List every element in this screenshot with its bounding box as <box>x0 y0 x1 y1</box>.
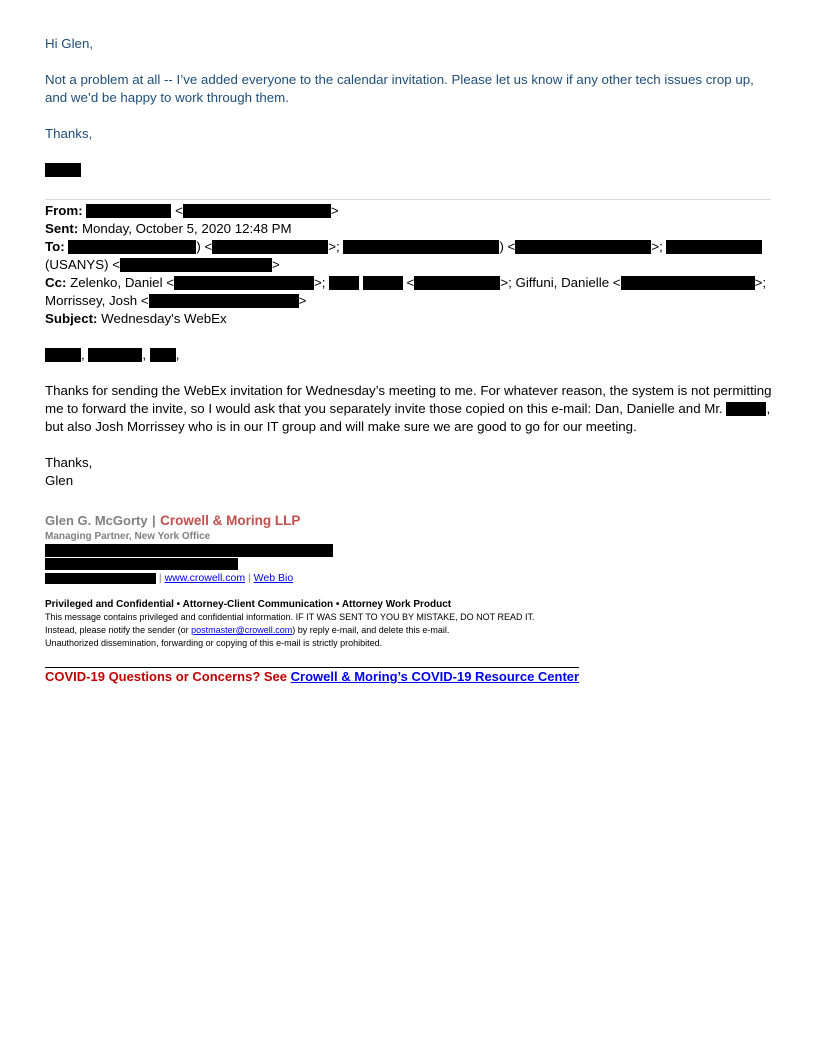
redacted-salutation: , , , <box>45 346 773 364</box>
reply-message <box>45 35 773 179</box>
website-link[interactable]: www.crowell.com <box>164 572 246 584</box>
body-paragraph: Thanks for sending the WebEx invitation for Wednesday’s meeting to me. For whatever reason, the system is not permitting me to forward the invite, so I would ask that you separately invite those copied on this e-mail: Dan, Danielle and Mr. , but also Josh Morrissey who is in our IT group and will make sure we are good to go for our meeting. <box>45 383 772 434</box>
cc-line: Cc: Zelenko, Daniel < >; < >; Giffuni, Danielle < >; Morrissey, Josh < > <box>45 275 767 308</box>
to-line: To: ) < >; ) < >; (USANYS) < > <box>45 238 773 274</box>
confidentiality-heading: Privileged and Confidential • Attorney-Client Communication • Attorney Work Product <box>45 599 452 610</box>
forwarded-header <box>45 202 773 328</box>
reply-closing: Thanks, <box>45 126 93 141</box>
reply-greeting: Hi Glen, <box>45 36 94 51</box>
footer-rule <box>45 667 579 668</box>
confidentiality-notice: Privileged and Confidential • Attorney-Client Communication • Attorney Work Product This message contains privileged and confidential information. IF IT WAS SENT TO YOU BY MISTAKE, DO NOT READ IT. Instead, please notify the sender (or postmaster@crowell.com) by reply e-mail, and delete this e-mail. Unauthorized dissemination, forwarding or copying of this e-mail is strictly prohibited. <box>45 598 645 650</box>
subject-line: Subject: Wednesday's WebEx <box>45 311 227 326</box>
signature-title: Managing Partner, New York Office <box>45 531 211 542</box>
signature-firm: Crowell & Moring LLP <box>160 513 301 528</box>
web-bio-link[interactable]: Web Bio <box>253 572 294 584</box>
sent-line: Sent: Monday, October 5, 2020 12:48 PM <box>45 221 292 236</box>
body-signoff: Glen <box>45 473 74 488</box>
covid-banner: COVID-19 Questions or Concerns? See Crowell & Moring’s COVID-19 Resource Center <box>45 669 580 684</box>
body-closing: Thanks, <box>45 455 93 470</box>
from-line: From: < > <box>45 203 339 218</box>
covid-resource-link[interactable]: Crowell & Moring’s COVID-19 Resource Center <box>290 669 580 684</box>
postmaster-email-link[interactable]: postmaster@crowell.com <box>191 625 293 635</box>
redacted-signature <box>45 163 81 177</box>
email-signature: Glen G. McGorty | Crowell & Moring LLP Managing Partner, New York Office | www.crowell.com | Web Bio <box>45 512 745 585</box>
sent-value: Monday, October 5, 2020 12:48 PM <box>81 221 292 236</box>
message-separator <box>45 199 771 200</box>
forwarded-body <box>45 346 773 490</box>
reply-body: Not a problem at all -- I’ve added everyone to the calendar invitation. Please let us know if any other tech issues crop up, and we’d be happy to work through them. <box>45 72 754 105</box>
signature-name: Glen G. McGorty <box>45 513 148 528</box>
subject-value: Wednesday's WebEx <box>101 311 227 326</box>
